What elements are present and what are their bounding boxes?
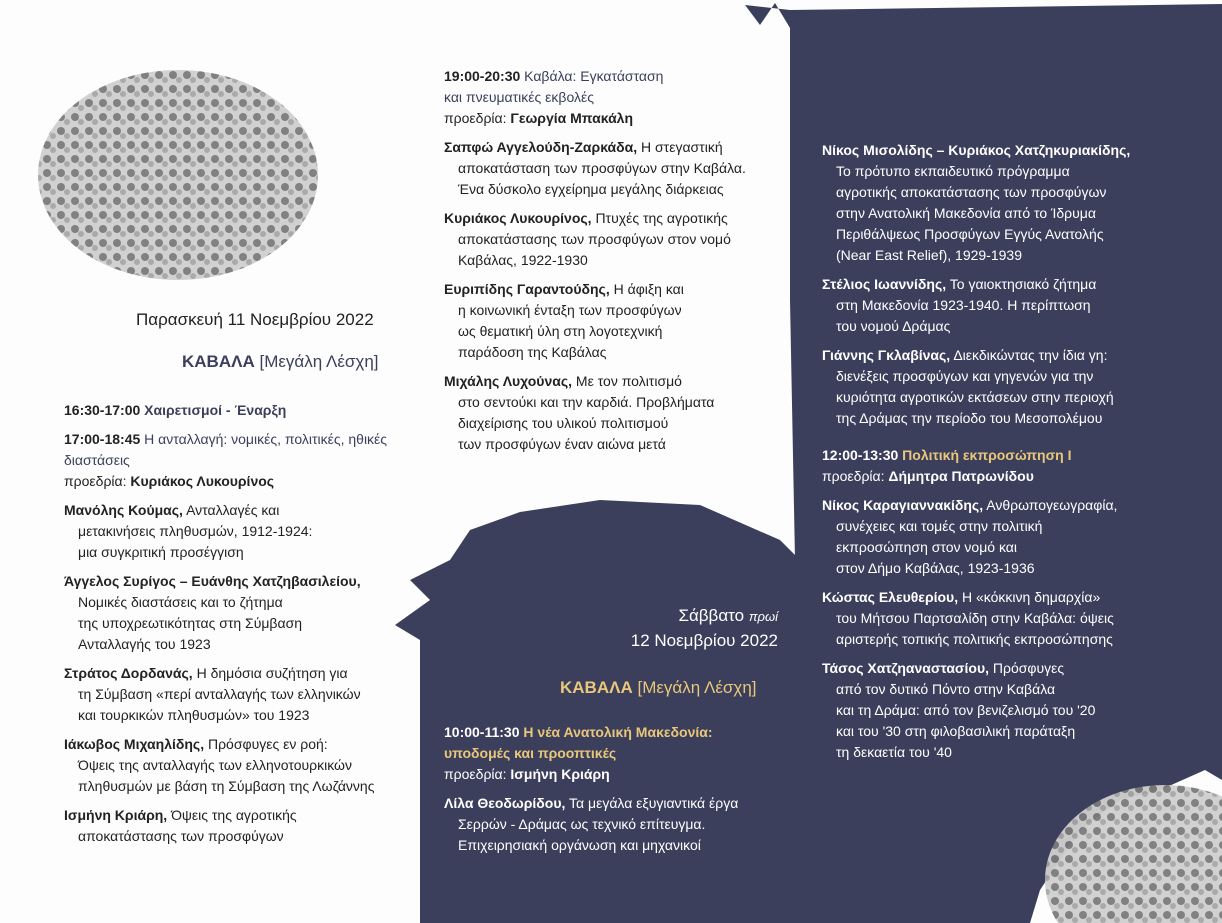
talk-title: Το γαιοκτησιακό ζήτημα bbox=[949, 276, 1097, 292]
saturday-day: Σάββατο bbox=[678, 606, 745, 625]
talk-title: Πρόσφυγες bbox=[992, 660, 1065, 676]
talk-title: Πρόσφυγες εν ροή: bbox=[207, 736, 328, 752]
talk-title: Η «κόκκινη δημαρχία» bbox=[962, 589, 1101, 605]
talk-title: Νομικές διαστάσεις και το ζήτημα bbox=[78, 594, 283, 610]
talk-title: της υποχρεωτικότητας στη Σύμβαση bbox=[78, 615, 302, 631]
talk-title: αγροτικής αποκατάστασης των προσφύγων bbox=[836, 184, 1107, 200]
talk-title: του νομού Δράμας bbox=[836, 318, 951, 334]
session-opening bbox=[64, 400, 419, 421]
speaker: Μανόλης Κούμας, bbox=[64, 502, 183, 518]
speaker: Κώστας Ελευθερίου, bbox=[822, 589, 959, 605]
evening-program bbox=[444, 66, 789, 463]
talk-title: παράδοση της Καβάλας bbox=[458, 344, 607, 360]
session-evening bbox=[444, 66, 789, 129]
talk-title: κυριότητα αγροτικών εκτάσεων στην περιοχή bbox=[836, 389, 1114, 405]
talk-title: του Μήτσου Παρτσαλίδη στην Καβάλα: όψεις bbox=[836, 610, 1114, 626]
talk-title: διαχείρισης του υλικού πολιτισμού bbox=[458, 415, 669, 431]
session-title: Χαιρετισμοί - Έναρξη bbox=[144, 402, 287, 418]
talk-title: Όψεις της αγροτικής bbox=[171, 807, 297, 823]
session-time: 12:00-13:30 bbox=[822, 447, 899, 463]
speaker: Σαπφώ Αγγελούδη-Ζαρκάδα, bbox=[444, 139, 638, 155]
session-title: Εγκατάσταση bbox=[580, 68, 664, 84]
talk-title: Το πρότυπο εκπαιδευτικό πρόγραμμα bbox=[836, 163, 1070, 179]
talk bbox=[822, 345, 1167, 429]
talk bbox=[64, 500, 419, 563]
talk bbox=[822, 274, 1167, 337]
talk-title: τη δεκαετία του '40 bbox=[836, 744, 952, 760]
friday-venue-place: [Μεγάλη Λέσχη] bbox=[259, 352, 379, 371]
talk-title: συνέχειες και τομές στην πολιτική bbox=[836, 518, 1043, 534]
talk-title: στο σεντούκι και την καρδιά. Προβλήματα bbox=[458, 394, 715, 410]
session-2-block bbox=[822, 445, 1167, 487]
talk-title: από τον δυτικό Πόντο στην Καβάλα bbox=[836, 681, 1056, 697]
talk-title: εκπροσώπηση στον νομό και bbox=[836, 539, 1017, 555]
talk-title: Η στεγαστική bbox=[641, 139, 723, 155]
talk-title: Με τον πολιτισμό bbox=[575, 373, 682, 389]
saturday-venue-city: ΚΑΒΑΛΑ bbox=[560, 678, 633, 697]
saturday-header bbox=[600, 604, 778, 653]
chair-name: Ισμήνη Κριάρη bbox=[510, 766, 610, 782]
session-title: Πολιτική εκπροσώπηση Ι bbox=[902, 447, 1072, 463]
speaker: Στράτος Δορδανάς, bbox=[64, 665, 193, 681]
session-title-2: υποδομές και προοπτικές bbox=[444, 745, 617, 761]
talk-title: ως θεματική ύλη στη λογοτεχνική bbox=[458, 323, 663, 339]
speaker: Άγγελος Συρίγος – Ευάνθης Χατζηβασιλείου, bbox=[64, 573, 361, 589]
talk-title: των προσφύγων έναν αιώνα μετά bbox=[458, 436, 666, 452]
talk bbox=[444, 371, 789, 455]
chair-label: προεδρία: bbox=[822, 468, 885, 484]
talk-title: στη Μακεδονία 1923-1940. Η περίπτωση bbox=[836, 297, 1091, 313]
brush-top bbox=[745, 3, 800, 28]
chair-label: προεδρία: bbox=[444, 766, 507, 782]
talk-title: της Δράμας την περίοδο του Μεσοπολέμου bbox=[836, 410, 1103, 426]
speaker: Ευριπίδης Γαραντούδης, bbox=[444, 281, 610, 297]
talk-title: Περιθάλψεως Προσφύγων Εγγύς Ανατολής bbox=[836, 226, 1104, 242]
speaker: Νίκος Μισολίδης – Κυριάκος Χατζηκυριακίδης, bbox=[822, 142, 1131, 158]
talk bbox=[822, 587, 1167, 650]
session-title: Η ανταλλαγή: νομικές, πολιτικές, ηθικές διαστάσεις bbox=[64, 431, 388, 468]
talk-title: στον Δήμο Καβάλας, 1923-1936 bbox=[836, 560, 1035, 576]
speaker: Μιχάλης Λυχούνας, bbox=[444, 373, 573, 389]
talk-title: Ανθρωπογεωγραφία, bbox=[986, 497, 1118, 513]
chair-label: προεδρία: bbox=[64, 473, 127, 489]
session-time: 17:00-18:45 bbox=[64, 431, 141, 447]
friday-venue-city: ΚΑΒΑΛΑ bbox=[182, 352, 255, 371]
talk-title: Ανταλλαγές και bbox=[186, 502, 280, 518]
talk bbox=[444, 793, 794, 856]
talk-title: Ανταλλαγής του 1923 bbox=[78, 636, 211, 652]
talk-title: Διεκδικώντας την ίδια γη: bbox=[953, 347, 1108, 363]
talk-title: Τα μεγάλα εξυγιαντικά έργα bbox=[569, 795, 739, 811]
talk bbox=[64, 571, 419, 655]
talk bbox=[64, 663, 419, 726]
speaker: Νίκος Καραγιαννακίδης, bbox=[822, 497, 984, 513]
friday-program bbox=[64, 400, 419, 855]
chair-label: προεδρία: bbox=[444, 110, 507, 126]
talk-title: αποκατάστασης των προσφύγων bbox=[78, 828, 284, 844]
talk-title: Επιχειρησιακή οργάνωση και μηχανικοί bbox=[458, 837, 701, 853]
talk bbox=[822, 658, 1167, 763]
session-city: Καβάλα: bbox=[524, 68, 577, 84]
chair-name: Γεωργία Μπακάλη bbox=[510, 110, 634, 126]
session-title: Η νέα Ανατολική Μακεδονία: bbox=[523, 724, 713, 740]
talk bbox=[444, 208, 789, 271]
saturday-venue-place: [Μεγάλη Λέσχη] bbox=[637, 678, 757, 697]
session-time: 16:30-17:00 bbox=[64, 402, 141, 418]
talk-title: αποκατάσταση των προσφύγων στην Καβάλα. bbox=[458, 160, 746, 176]
session-time: 10:00-11:30 bbox=[444, 724, 520, 740]
saturday-right-column bbox=[822, 140, 1167, 771]
speaker: Λίλα Θεοδωρίδου, bbox=[444, 795, 566, 811]
talk-title: στην Ανατολική Μακεδονία από το Ίδρυμα bbox=[836, 205, 1096, 221]
friday-date: Παρασκευή 11 Νοεμβρίου 2022 bbox=[136, 310, 374, 329]
talk-title: αποκατάστασης των προσφύγων στον νομό bbox=[458, 231, 731, 247]
session-1-block bbox=[444, 722, 794, 785]
saturday-venue bbox=[560, 678, 757, 698]
chair-name: Κυριάκος Λυκουρίνος bbox=[130, 473, 275, 489]
session-time: 19:00-20:30 bbox=[444, 68, 521, 84]
speaker: Ισμήνη Κριάρη, bbox=[64, 807, 168, 823]
talk bbox=[64, 805, 419, 847]
historic-photo-top-left bbox=[38, 70, 318, 280]
talk-title: και τουρκικών πληθυσμών» του 1923 bbox=[78, 707, 310, 723]
speaker: Τάσος Χατζηαναστασίου, bbox=[822, 660, 989, 676]
talk-title: τη Σύμβαση «περί ανταλλαγής των ελληνικών bbox=[78, 686, 361, 702]
talk-title: πληθυσμών με βάση τη Σύμβαση της Λωζάννης bbox=[78, 778, 375, 794]
speaker: Κυριάκος Λυκουρίνος, bbox=[444, 210, 592, 226]
talk bbox=[64, 734, 419, 797]
speaker: Ιάκωβος Μιχαηλίδης, bbox=[64, 736, 205, 752]
talk-title: η κοινωνική ένταξη των προσφύγων bbox=[458, 302, 682, 318]
talk-title: μια συγκριτική προσέγγιση bbox=[78, 544, 244, 560]
talk-title: Ένα δύσκολο εγχείρημα μεγάλης διάρκειας bbox=[458, 181, 724, 197]
talk-title: Η άφιξη και bbox=[613, 281, 684, 297]
talk bbox=[444, 279, 789, 363]
talk bbox=[444, 137, 789, 200]
saturday-session1 bbox=[444, 722, 794, 864]
talk bbox=[822, 140, 1167, 266]
saturday-date: 12 Νοεμβρίου 2022 bbox=[630, 631, 778, 650]
speaker: Στέλιος Ιωαννίδης, bbox=[822, 276, 947, 292]
chair-name: Δήμητρα Πατρωνίδου bbox=[888, 468, 1034, 484]
friday-venue bbox=[182, 352, 379, 372]
session-exchange bbox=[64, 429, 419, 492]
talk-title: αριστερής τοπικής πολιτικής εκπροσώπησης bbox=[836, 631, 1113, 647]
talk-title: (Near East Relief), 1929-1939 bbox=[836, 247, 1022, 263]
talk-title: Όψεις της ανταλλαγής των ελληνοτουρκικών bbox=[78, 757, 352, 773]
talk-title: και τη Δράμα: από τον βενιζελισμό του '20 bbox=[836, 702, 1096, 718]
talk-title: Καβάλας, 1922-1930 bbox=[458, 252, 588, 268]
talk-title: Σερρών - Δράμας ως τεχνικό επίτευγμα. bbox=[458, 816, 706, 832]
talk-title: διενέξεις προσφύγων και γηγενών για την bbox=[836, 368, 1094, 384]
session-title-2: και πνευματικές εκβολές bbox=[444, 89, 594, 105]
talk-title: μετακινήσεις πληθυσμών, 1912-1924: bbox=[78, 523, 313, 539]
talk-title: Πτυχές της αγροτικής bbox=[595, 210, 728, 226]
speaker: Γιάννης Γκλαβίνας, bbox=[822, 347, 951, 363]
saturday-part: πρωί bbox=[748, 609, 778, 624]
talk-title: Η δημόσια συζήτηση για bbox=[196, 665, 348, 681]
talk bbox=[822, 495, 1167, 579]
talk-title: και του '30 στη φιλοβασιλική παράταξη bbox=[836, 723, 1076, 739]
